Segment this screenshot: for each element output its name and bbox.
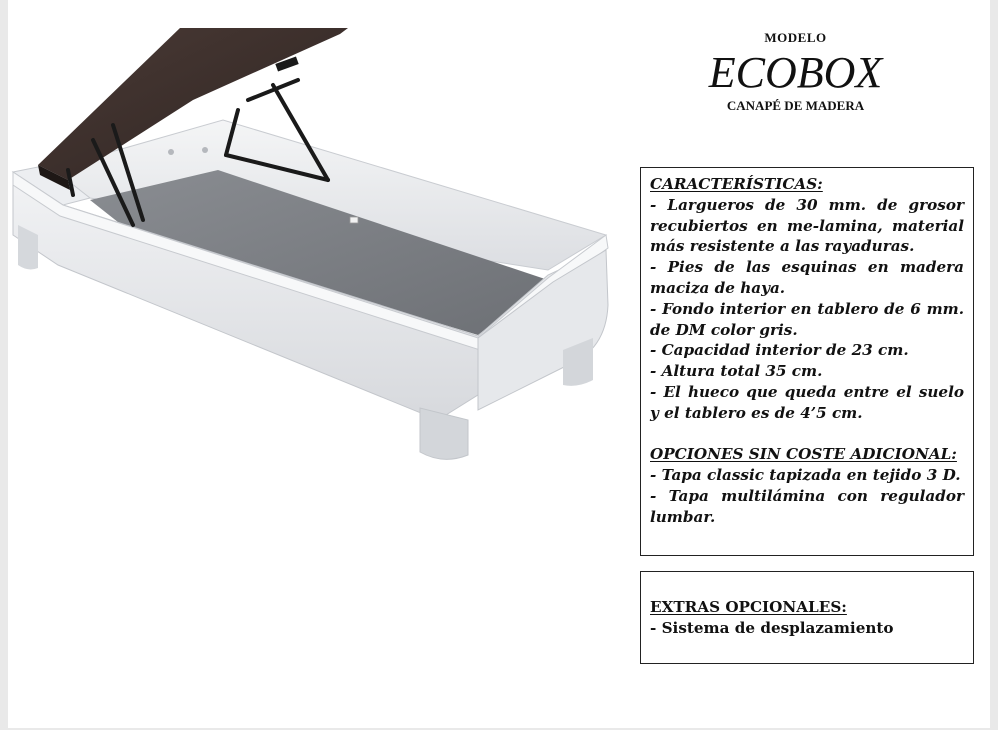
characteristics-item: - Capacidad interior de 23 cm. bbox=[650, 341, 909, 360]
extras-item: - Sistema de desplazamiento bbox=[650, 618, 894, 637]
model-name: ECOBOX bbox=[708, 48, 883, 97]
canape-bed-image bbox=[8, 20, 618, 470]
characteristics-item: - El hueco que queda entre el suelo y el tablero es de 4’5 cm. bbox=[650, 382, 964, 422]
characteristics-item: - Altura total 35 cm. bbox=[650, 362, 823, 381]
modelo-label: MODELO bbox=[764, 30, 827, 45]
characteristics-item: - Largueros de 30 mm. de grosor recubiertos en me-lamina, material más resistente a las rayaduras. bbox=[650, 195, 964, 256]
product-subtitle: CANAPÉ DE MADERA bbox=[726, 98, 865, 113]
characteristics-box bbox=[640, 167, 974, 556]
options-item: - Tapa classic tapizada en tejido 3 D. bbox=[650, 466, 961, 485]
characteristics-item: - Fondo interior en tablero de 6 mm. de DM color gris. bbox=[650, 299, 964, 339]
characteristics-title: CARACTERÍSTICAS: bbox=[650, 175, 823, 193]
options-item: - Tapa multilámina con regulador lumbar. bbox=[650, 486, 964, 526]
document-page bbox=[8, 0, 990, 728]
product-header bbox=[648, 30, 943, 114]
options-title: OPCIONES SIN COSTE ADICIONAL: bbox=[650, 445, 957, 464]
extras-title: EXTRAS OPCIONALES: bbox=[650, 598, 847, 616]
extras-box bbox=[640, 571, 974, 664]
characteristics-item: - Pies de las esquinas en madera maciza de haya. bbox=[650, 258, 964, 297]
